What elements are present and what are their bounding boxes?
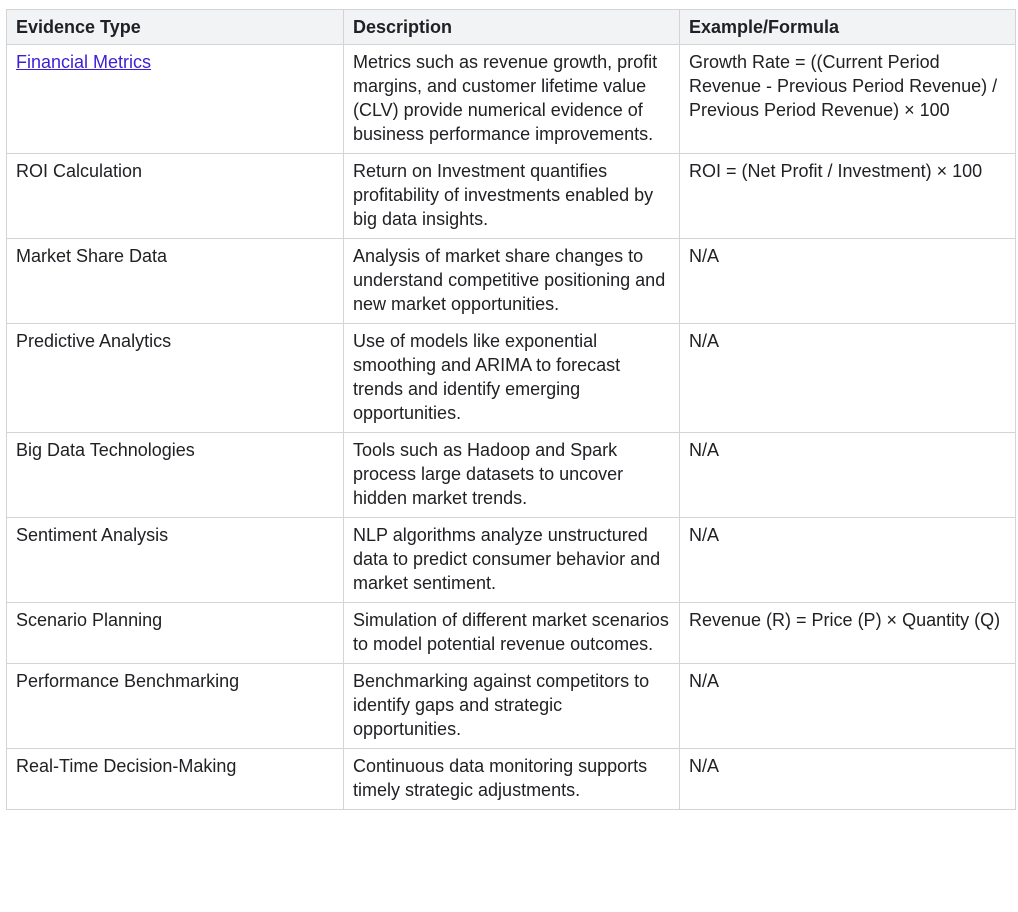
formula-cell: Revenue (R) = Price (P) × Quantity (Q): [680, 603, 1016, 664]
table-row: [7, 154, 1016, 239]
formula-cell: Growth Rate = ((Current Period Revenue - Previous Period Revenue) / Previous Period Revenue) × 100: [680, 45, 1016, 154]
evidence-type-cell: Big Data Technologies: [7, 433, 344, 518]
description-cell: Continuous data monitoring supports timely strategic adjustments.: [344, 749, 680, 810]
formula-cell: N/A: [680, 518, 1016, 603]
table-row: [7, 749, 1016, 810]
description-cell: Use of models like exponential smoothing and ARIMA to forecast trends and identify emerging opportunities.: [344, 324, 680, 433]
table-body: [7, 45, 1016, 810]
formula-cell: N/A: [680, 239, 1016, 324]
evidence-type-cell: ROI Calculation: [7, 154, 344, 239]
header-evidence-type: Evidence Type: [7, 10, 344, 45]
header-row: [7, 10, 1016, 45]
table-row: [7, 324, 1016, 433]
table-row: [7, 518, 1016, 603]
evidence-type-cell: [7, 45, 344, 154]
description-cell: Simulation of different market scenarios to model potential revenue outcomes.: [344, 603, 680, 664]
table-row: [7, 664, 1016, 749]
description-cell: Analysis of market share changes to understand competitive positioning and new market opportunities.: [344, 239, 680, 324]
formula-cell: N/A: [680, 664, 1016, 749]
evidence-table: [6, 9, 1016, 810]
financial-metrics-link[interactable]: Financial Metrics: [16, 52, 152, 72]
formula-cell: N/A: [680, 749, 1016, 810]
header-description: Description: [344, 10, 680, 45]
header-example-formula: Example/Formula: [680, 10, 1016, 45]
description-cell: Return on Investment quantifies profitability of investments enabled by big data insights.: [344, 154, 680, 239]
description-cell: Benchmarking against competitors to identify gaps and strategic opportunities.: [344, 664, 680, 749]
evidence-type-cell: Performance Benchmarking: [7, 664, 344, 749]
formula-cell: ROI = (Net Profit / Investment) × 100: [680, 154, 1016, 239]
table-header: [7, 10, 1016, 45]
evidence-type-cell: Real-Time Decision-Making: [7, 749, 344, 810]
description-cell: Metrics such as revenue growth, profit margins, and customer lifetime value (CLV) provide numerical evidence of business performance improvements.: [344, 45, 680, 154]
evidence-type-cell: Sentiment Analysis: [7, 518, 344, 603]
table-row: [7, 603, 1016, 664]
evidence-type-cell: Scenario Planning: [7, 603, 344, 664]
description-cell: NLP algorithms analyze unstructured data to predict consumer behavior and market sentiment.: [344, 518, 680, 603]
formula-cell: N/A: [680, 433, 1016, 518]
table-row: [7, 239, 1016, 324]
formula-cell: N/A: [680, 324, 1016, 433]
description-cell: Tools such as Hadoop and Spark process large datasets to uncover hidden market trends.: [344, 433, 680, 518]
evidence-type-cell: Predictive Analytics: [7, 324, 344, 433]
table-row: [7, 45, 1016, 154]
evidence-type-cell: Market Share Data: [7, 239, 344, 324]
table-row: [7, 433, 1016, 518]
